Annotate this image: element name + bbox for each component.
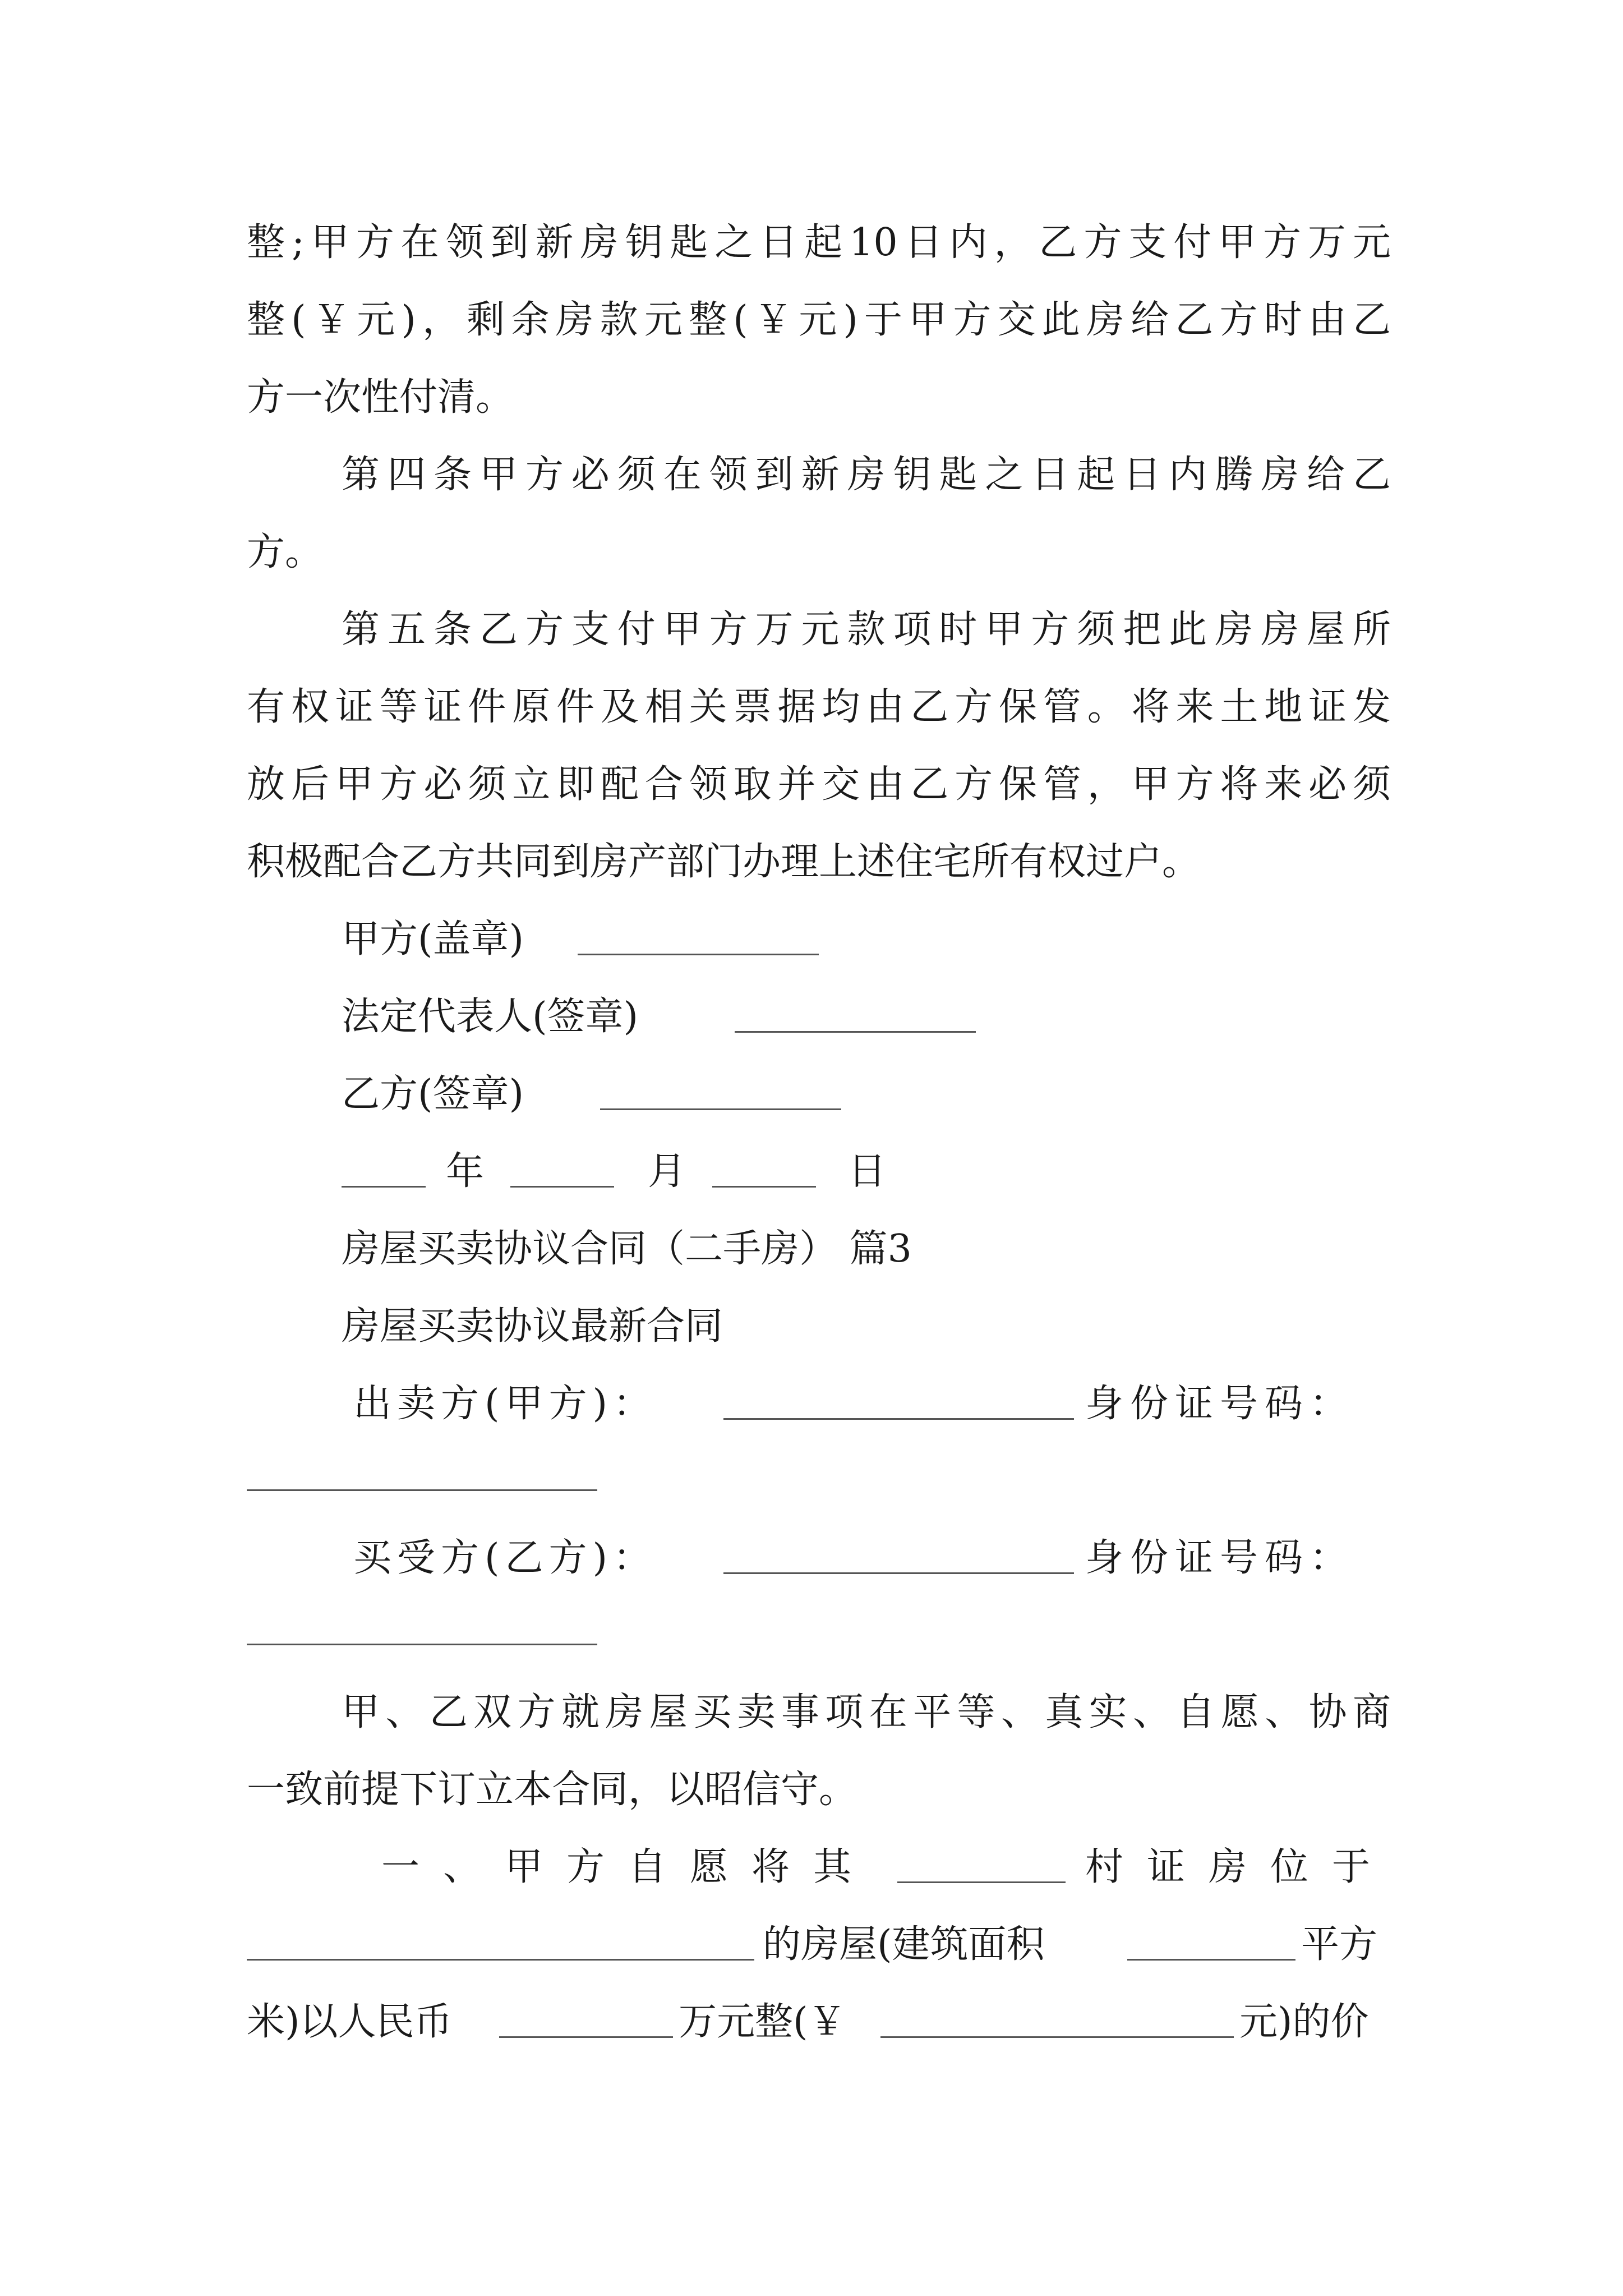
- seller-id-blank[interactable]: [247, 1489, 597, 1491]
- preamble-line-2: 一致前提下订立本合同，以昭信守。: [247, 1768, 857, 1812]
- signature-party-a-row: [342, 912, 1486, 968]
- seller-name-blank[interactable]: [723, 1418, 1074, 1420]
- date-month-blank[interactable]: [510, 1186, 614, 1188]
- item1-price-wan-blank[interactable]: [499, 2036, 673, 2038]
- section3-heading: 房屋买卖协议合同（二手房） 篇3: [342, 1227, 912, 1271]
- signature-legal-rep-blank[interactable]: [735, 1031, 976, 1033]
- item1-area-blank[interactable]: [1127, 1959, 1295, 1961]
- item1-part-7: 元)的价: [1239, 2000, 1369, 2044]
- seller-label: 出卖方(甲方)：: [353, 1382, 657, 1426]
- clause3-line-1: 整;甲方在领到新房钥匙之日起10日内，乙方支付甲方万元: [247, 220, 1391, 265]
- clause4-line-1: 第四条甲方必须在领到新房钥匙之日起日内腾房给乙: [342, 453, 1391, 497]
- clause3-line-3: 方一次性付清。: [247, 375, 514, 420]
- clause4-line-2: 方。: [247, 530, 324, 574]
- signature-party-a-label: 甲方(盖章): [342, 917, 524, 961]
- date-day-label: 日: [848, 1149, 887, 1194]
- buyer-label: 买受方(乙方)：: [353, 1536, 657, 1580]
- signature-party-a-blank[interactable]: [578, 954, 819, 955]
- signature-legal-rep-row: [342, 989, 1486, 1045]
- clause5-line-1: 第五条乙方支付甲方万元款项时甲方须把此房房屋所: [342, 608, 1391, 652]
- item1-price-yuan-blank[interactable]: [880, 2036, 1234, 2038]
- item1-part-6: 万元整(￥: [679, 2000, 846, 2044]
- item1-part-1: 一、甲方自愿将其: [381, 1845, 875, 1889]
- item1-part-5: 米)以人民币: [247, 2000, 453, 2044]
- clause5-line-3: 放后甲方必须立即配合领取并交由乙方保管，甲方将来必须: [247, 762, 1391, 807]
- seller-id-label: 身份证号码：: [1085, 1382, 1355, 1426]
- date-day-blank[interactable]: [712, 1186, 816, 1188]
- buyer-name-blank[interactable]: [723, 1572, 1074, 1574]
- date-year-blank[interactable]: [342, 1186, 426, 1188]
- signature-party-b-row: [342, 1066, 1486, 1122]
- section3-subheading: 房屋买卖协议最新合同: [342, 1304, 723, 1349]
- clause3-line-2: 整(￥元)，剩余房款元整(￥元)于甲方交此房给乙方时由乙: [247, 298, 1391, 342]
- signature-legal-rep-label: 法定代表人(签章): [342, 995, 639, 1039]
- clause5-line-4: 积极配合乙方共同到房产部门办理上述住宅所有权过户。: [247, 840, 1201, 884]
- signature-party-b-label: 乙方(签章): [342, 1072, 524, 1116]
- item1-part-2: 村证房位于: [1085, 1845, 1394, 1889]
- preamble-line-1: 甲、乙双方就房屋买卖事项在平等、真实、自愿、协商: [342, 1690, 1391, 1734]
- signature-party-b-blank[interactable]: [600, 1108, 841, 1110]
- date-year-label: 年: [446, 1149, 485, 1194]
- buyer-id-blank[interactable]: [247, 1644, 597, 1645]
- item1-village-blank[interactable]: [897, 1881, 1066, 1883]
- clause5-line-2: 有权证等证件原件及相关票据均由乙方保管。将来土地证发: [247, 685, 1391, 729]
- buyer-id-label: 身份证号码：: [1085, 1536, 1355, 1580]
- date-month-label: 月: [648, 1149, 686, 1194]
- item1-part-4: 平方: [1301, 1922, 1378, 1967]
- item1-location-blank[interactable]: [247, 1959, 754, 1961]
- item1-part-3: 的房屋(建筑面积: [763, 1922, 1045, 1967]
